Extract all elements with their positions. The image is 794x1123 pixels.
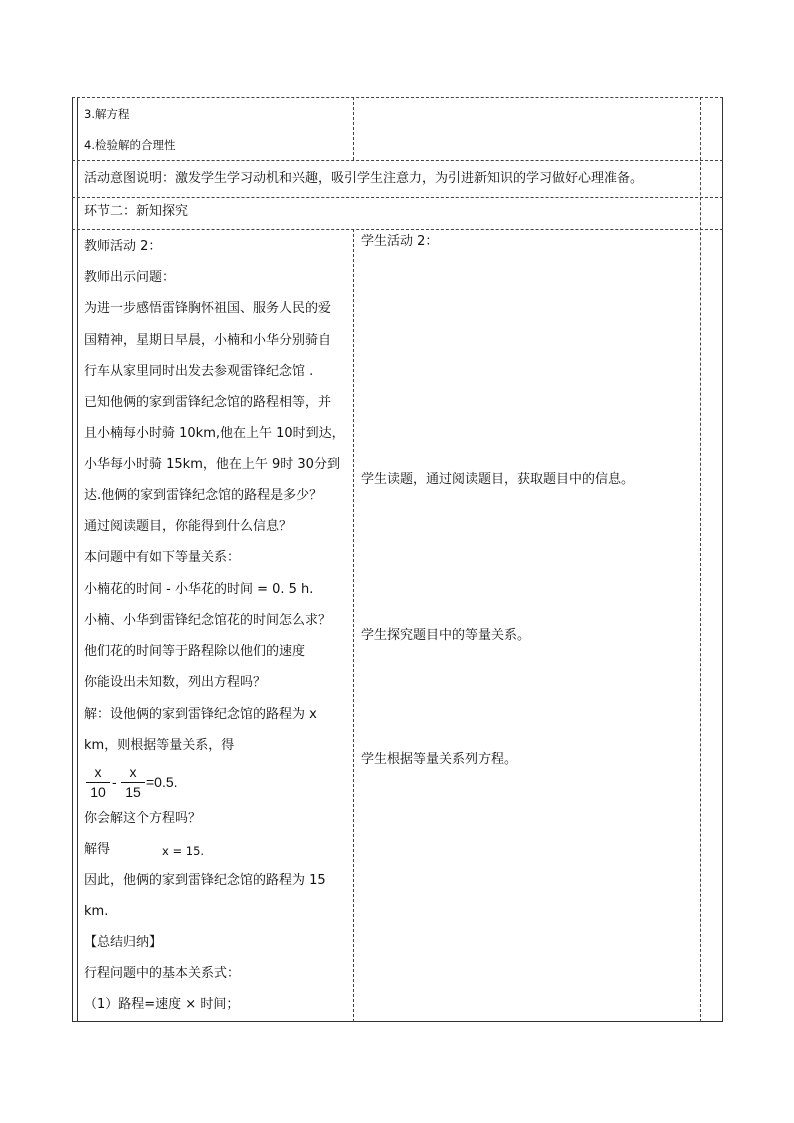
teacher-line: 本问题中有如下等量关系：	[84, 550, 241, 565]
denominator: 15	[125, 784, 141, 800]
minus-sign: -	[112, 774, 117, 790]
right-inner-border	[700, 97, 701, 1022]
teacher-line: 行车从家里同时出发去参观雷锋纪念馆 .	[84, 364, 314, 379]
teacher-line: （1）路程=速度 × 时间；	[84, 997, 240, 1012]
row-divider-3	[72, 197, 723, 198]
teacher-line: 已知他俩的家到雷锋纪念馆的路程相等，并	[84, 395, 332, 410]
section-2-title: 环节二：新知探究	[84, 204, 189, 219]
teacher-heading: 教师活动 2：	[84, 239, 162, 254]
teacher-line: 解得	[84, 842, 111, 857]
solution-value: x = 15.	[162, 844, 205, 858]
teacher-line: 教师出示问题：	[84, 270, 176, 285]
summary-heading: 【总结归纳】	[84, 935, 163, 950]
fraction-bar	[86, 782, 110, 783]
teacher-line: 达.他俩的家到雷锋纪念馆的路程是多少？	[84, 488, 323, 503]
student-line: 学生根据等量关系列方程。	[361, 752, 518, 767]
teacher-line: 行程问题中的基本关系式：	[84, 966, 241, 981]
denominator: 10	[90, 784, 106, 800]
column-divider-main	[353, 229, 354, 1022]
teacher-line: 小楠、小华到雷锋纪念馆花的时间怎么求？	[84, 613, 332, 628]
teacher-line: km.	[84, 904, 109, 919]
teacher-line: 国精神，星期日早晨，小楠和小华分别骑自	[84, 333, 332, 348]
row-divider-2	[72, 160, 723, 161]
row-divider-1	[72, 97, 723, 98]
equation-rhs: =0.5.	[146, 774, 178, 790]
left-inner-border	[77, 97, 78, 1022]
teacher-line: 他们花的时间等于路程除以他们的速度	[84, 644, 306, 659]
fraction-bar	[121, 782, 145, 783]
teacher-line: 你能设出未知数，列出方程吗？	[84, 675, 267, 690]
row-divider-4	[72, 229, 723, 230]
student-line: 学生探究题目中的等量关系。	[361, 628, 531, 643]
step-3-text: 3.解方程	[84, 107, 130, 121]
teacher-line: 通过阅读题目，你能得到什么信息？	[84, 519, 293, 534]
student-line: 学生读题，通过阅读题目，获取题目中的信息。	[361, 472, 635, 487]
teacher-line: 且小楠每小时骑 10km,他在上午 10时到达，	[84, 426, 345, 441]
teacher-line: 为进一步感悟雷锋胸怀祖国、服务人民的爱	[84, 301, 332, 316]
fraction-x-over-15	[121, 762, 145, 802]
teacher-line: 解：设他俩的家到雷锋纪念馆的路程为 x	[84, 707, 317, 722]
fraction-x-over-10	[86, 762, 110, 802]
column-divider-top	[353, 97, 354, 160]
student-heading: 学生活动 2：	[361, 234, 439, 249]
step-4-text: 4.检验解的合理性	[84, 138, 176, 152]
teacher-line: 因此，他俩的家到雷锋纪念馆的路程为 15	[84, 873, 326, 888]
teacher-line: 小楠花的时间 - 小华花的时间 = 0. 5 h.	[84, 582, 314, 597]
teacher-line: 小华每小时骑 15km，他在上午 9时 30分到	[84, 457, 340, 472]
numerator: x	[129, 764, 137, 780]
teacher-line: km，则根据等量关系，得	[84, 738, 235, 753]
teacher-line: 你会解这个方程吗？	[84, 811, 202, 826]
numerator: x	[94, 764, 102, 780]
activity-intent-text: 活动意图说明：激发学生学习动机和兴趣，吸引学生注意力，为引进新知识的学习做好心理准备。	[84, 171, 644, 186]
